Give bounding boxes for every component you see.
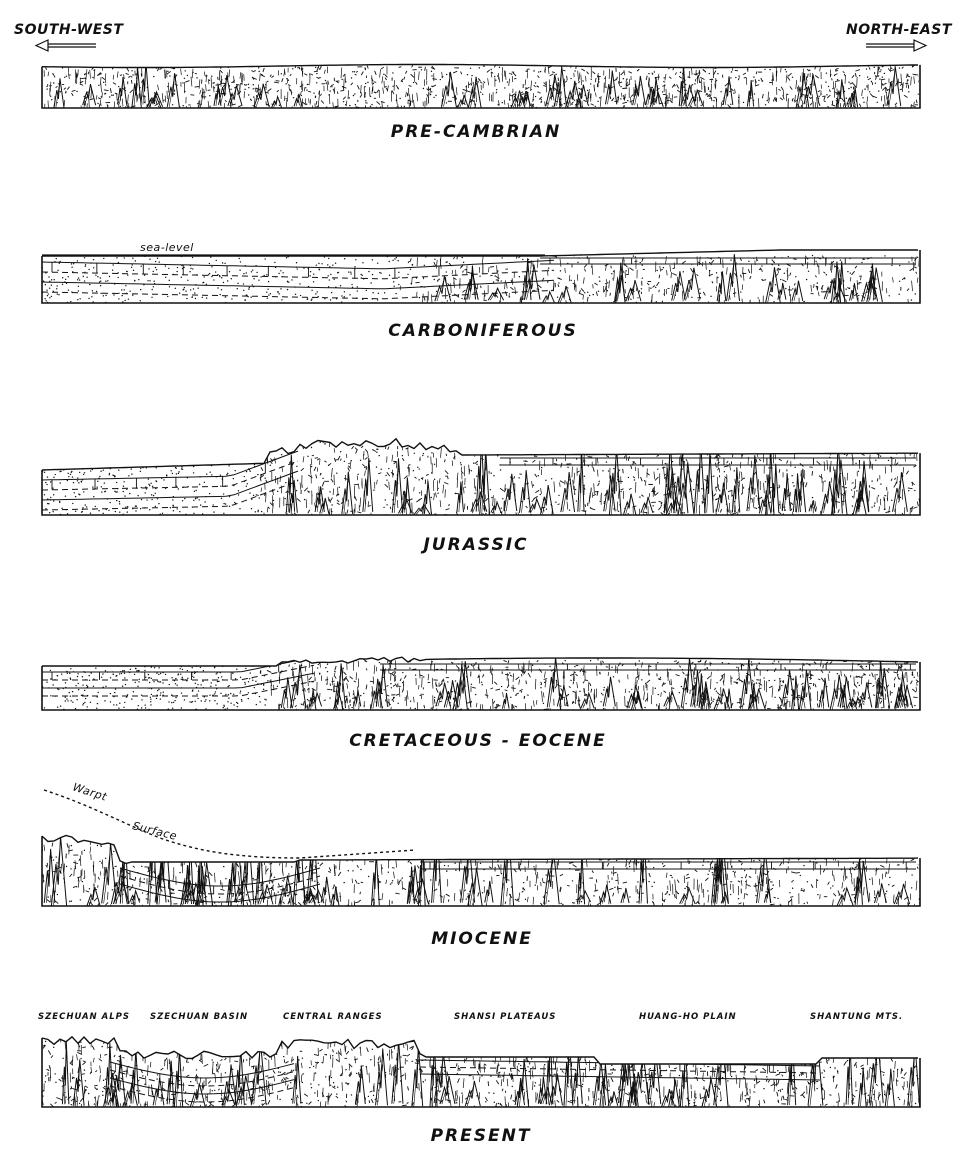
south-west-label: SOUTH-WEST: [14, 22, 124, 38]
caption-precambrian: PRE-CAMBRIAN: [390, 122, 562, 142]
region-szechuan-alps: SZECHUAN ALPS: [38, 1012, 130, 1022]
present-section: [39, 1031, 922, 1118]
caption-jurassic: JURASSIC: [423, 535, 529, 555]
panel-cretaceous: [42, 656, 922, 751]
region-huang-ho-plain: HUANG-HO PLAIN: [639, 1012, 737, 1022]
sea-level-annotation: sea-level: [140, 241, 194, 254]
surface-annotation: Surface: [131, 819, 179, 843]
cretaceous-section: [42, 656, 922, 720]
caption-present: PRESENT: [430, 1126, 532, 1146]
region-shantung-mts: SHANTUNG MTS.: [810, 1012, 904, 1022]
carboniferous-section: [42, 250, 923, 312]
caption-carboniferous: CARBONIFEROUS: [388, 321, 578, 341]
caption-cretaceous: CRETACEOUS - EOCENE: [349, 731, 607, 751]
south-west-arrow-icon: [36, 40, 96, 51]
warpt-annotation: Warpt: [71, 780, 109, 804]
region-szechuan-basin: SZECHUAN BASIN: [150, 1012, 249, 1022]
precambrian-section: [42, 61, 922, 117]
panel-present: [38, 1012, 922, 1146]
panel-precambrian: [42, 61, 922, 142]
panel-miocene: [42, 780, 922, 949]
jurassic-section: [42, 436, 920, 524]
region-central-ranges: CENTRAL RANGES: [283, 1012, 383, 1022]
panel-carboniferous: [42, 241, 923, 341]
north-east-arrow-icon: [866, 40, 926, 51]
region-shansi-plateaus: SHANSI PLATEAUS: [454, 1012, 557, 1022]
caption-miocene: MIOCENE: [431, 929, 533, 949]
panel-jurassic: [42, 436, 920, 555]
north-east-label: NORTH-EAST: [846, 22, 952, 38]
